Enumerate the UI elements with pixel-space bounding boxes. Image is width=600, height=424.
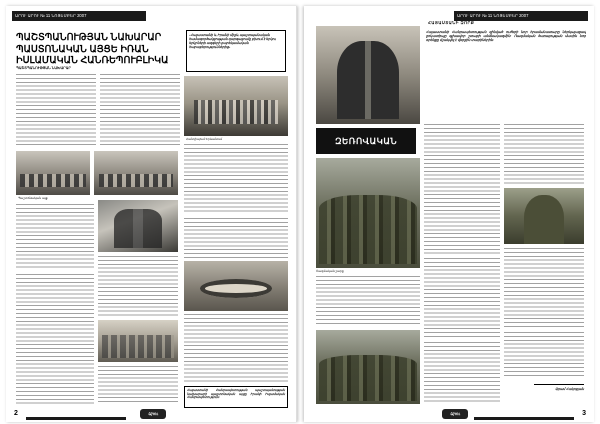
left-col3-text-a	[184, 144, 288, 214]
left-col1-text-b	[16, 204, 94, 270]
left-col2-intro-text	[100, 74, 180, 146]
right-page	[304, 6, 594, 422]
soldiers-photo	[316, 158, 420, 268]
left-caption-2: Պաշտոնական այց	[18, 196, 48, 200]
right-logo: Արու	[442, 409, 468, 419]
left-header-text: ԱՐՈՒ ԱՐՈՒ № 11 ՆՈՅԵՄԲԵՐ 2007	[15, 13, 87, 18]
left-col2-text-d	[98, 366, 178, 404]
right-kicker: ՀԱՅԱՍՏԱՆԻ ԶՈՐՔ	[428, 20, 475, 25]
left-col1-intro-text	[16, 74, 96, 146]
left-page	[6, 6, 297, 422]
left-byline: ՊԱՇՏՊԱՆՈՒԹՅԱՆ ՆԱԽԱՐԱՐ	[16, 66, 71, 70]
left-caption-1: Հանդիպում Երևանում	[186, 137, 223, 141]
hall-photo	[184, 76, 288, 136]
right-col1-text-b	[316, 276, 420, 326]
soldier-portrait-photo	[504, 188, 584, 244]
conference-photo	[16, 151, 90, 195]
right-signature: Արամ Հակոբյան	[555, 387, 584, 391]
left-headline: ՊԱՇՏՊԱՆՈՒԹՅԱՆ ՆԱԽԱՐԱՐ ՊԱՍՏՈՆԱԿԱՆ ԱՅՑԵ ԻՌԱՆ ԻՍԼԱՄԱԿԱՆ ՀԱՆՌԵՊՈՒԲԼԻԿԱ	[16, 32, 169, 66]
right-col3-text-c	[504, 332, 584, 378]
left-bottom-box: Հայաստանի Հանրապետության պաշտպանության նախարարի պաշտոնական այցը Իրանի Իսլամական Հանրապետություն:	[184, 386, 288, 408]
soldiers-lineup-photo	[316, 330, 420, 404]
medal-photo	[316, 26, 420, 124]
left-col3-text-c	[184, 314, 288, 384]
left-page-number: 2	[14, 410, 18, 417]
right-intro-text: Հայաստանի Հանրապետության զինված ուժերի նոր հրամանատարը ներկայացավ ջոկատիպը գլխավոր շտաբի անձնակազմին: Ռազմական ծառայության մասին նոր օրենքը մշակվել է վերջին տարիներին:	[426, 30, 586, 43]
left-logo: Արու	[140, 409, 166, 419]
left-col2-text-c	[98, 256, 178, 316]
right-col2-text-b	[424, 258, 500, 338]
delegation-photo	[94, 151, 178, 195]
right-page-number: 3	[582, 410, 586, 417]
signature-rule	[534, 384, 584, 385]
meeting-table-photo	[184, 261, 288, 311]
right-footer-strip	[474, 417, 574, 420]
left-header-bar	[12, 11, 146, 21]
right-big-title: ԶԵՌՈՎԱԿԱՆ	[316, 128, 416, 154]
handshake-photo	[98, 200, 178, 252]
left-quote-box: «Հայաստանի և Իրանի միջև պաշտպանական համագործակցության զարգացումը բխում է երկու երկրների ազգերի բարեկամական հարաբերություններից»	[186, 30, 286, 72]
right-col2-text-c	[424, 342, 500, 404]
right-col2-text-a	[424, 124, 500, 254]
right-col3-text-a	[504, 124, 584, 184]
right-caption-1: Ռազմական շարք	[316, 269, 344, 273]
group-photo	[98, 320, 178, 362]
left-col3-text-b	[184, 218, 288, 258]
left-col1-text-c	[16, 274, 94, 404]
left-footer-strip	[26, 417, 126, 420]
right-header-text: ԱՐՈՒ ԱՐՈՒ № 11 ՆՈՅԵՄԲԵՐ 2007	[457, 13, 529, 18]
right-col3-text-b	[504, 248, 584, 328]
